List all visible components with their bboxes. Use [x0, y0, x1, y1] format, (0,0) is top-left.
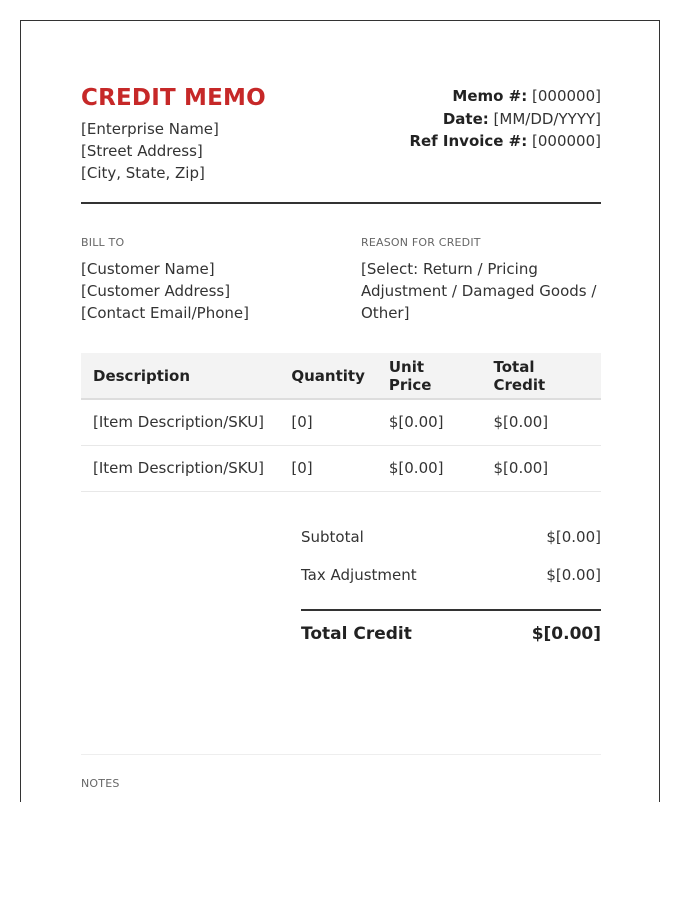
customer-address: [Customer Address] — [81, 282, 231, 300]
memo-number-label: Memo #: — [452, 87, 528, 105]
memo-date-row — [409, 108, 601, 131]
memo-header — [81, 85, 601, 205]
table-header-row — [81, 353, 601, 399]
tax-adjustment-label: Tax Adjustment — [301, 566, 417, 584]
memo-date-label: Date: — [442, 109, 489, 128]
memo-number-row — [409, 85, 601, 108]
memo-date-value: [MM/DD/YYYY] — [493, 109, 601, 128]
customer-contact: [Contact Email/Phone] — [81, 304, 249, 322]
reason-caption: REASON FOR CREDIT — [361, 236, 481, 249]
memo-number-value: [000000] — [532, 87, 601, 105]
totals-divider — [301, 609, 601, 611]
notes-caption: NOTES — [81, 777, 120, 790]
bill-to-caption: BILL TO — [81, 236, 125, 249]
item-description: [Item Description/SKU] — [81, 445, 279, 491]
item-unit-price: $[0.00] — [377, 445, 482, 491]
memo-meta — [409, 85, 601, 153]
company-street: [Street Address] — [81, 142, 203, 160]
item-unit-price: $[0.00] — [377, 399, 482, 445]
table-row — [81, 445, 601, 491]
subtotal-row — [301, 528, 601, 566]
bill-to-block — [81, 236, 341, 324]
col-quantity: Quantity — [279, 353, 377, 399]
reason-block — [361, 236, 601, 324]
table-row — [81, 399, 601, 445]
tax-adjustment-row — [301, 566, 601, 604]
total-credit-value: $[0.00] — [531, 624, 601, 644]
totals-section — [301, 528, 601, 644]
item-description: [Item Description/SKU] — [81, 399, 279, 445]
subtotal-value: $[0.00] — [546, 528, 601, 546]
item-quantity: [0] — [279, 445, 377, 491]
item-quantity: [0] — [279, 399, 377, 445]
col-unit-price: Unit Price — [377, 353, 482, 399]
item-total-credit: $[0.00] — [482, 445, 601, 491]
company-city: [City, State, Zip] — [81, 164, 205, 182]
company-name: [Enterprise Name] — [81, 120, 219, 138]
col-total-credit: Total Credit — [482, 353, 601, 399]
company-block — [81, 118, 219, 184]
header-divider — [81, 202, 601, 204]
notes-divider — [81, 754, 601, 755]
customer-name: [Customer Name] — [81, 260, 215, 278]
credit-memo-page — [20, 20, 660, 802]
ref-invoice-row — [409, 130, 601, 153]
col-description: Description — [81, 353, 279, 399]
subtotal-label: Subtotal — [301, 528, 364, 546]
items-table — [81, 353, 601, 492]
ref-invoice-label: Ref Invoice #: — [409, 132, 528, 150]
reason-text: [Select: Return / Pricing Adjustment / Damaged Goods / Other] — [361, 260, 597, 322]
total-credit-label: Total Credit — [301, 624, 412, 644]
tax-adjustment-value: $[0.00] — [546, 566, 601, 584]
ref-invoice-value: [000000] — [532, 132, 601, 150]
item-total-credit: $[0.00] — [482, 399, 601, 445]
memo-title: CREDIT MEMO — [81, 85, 266, 111]
